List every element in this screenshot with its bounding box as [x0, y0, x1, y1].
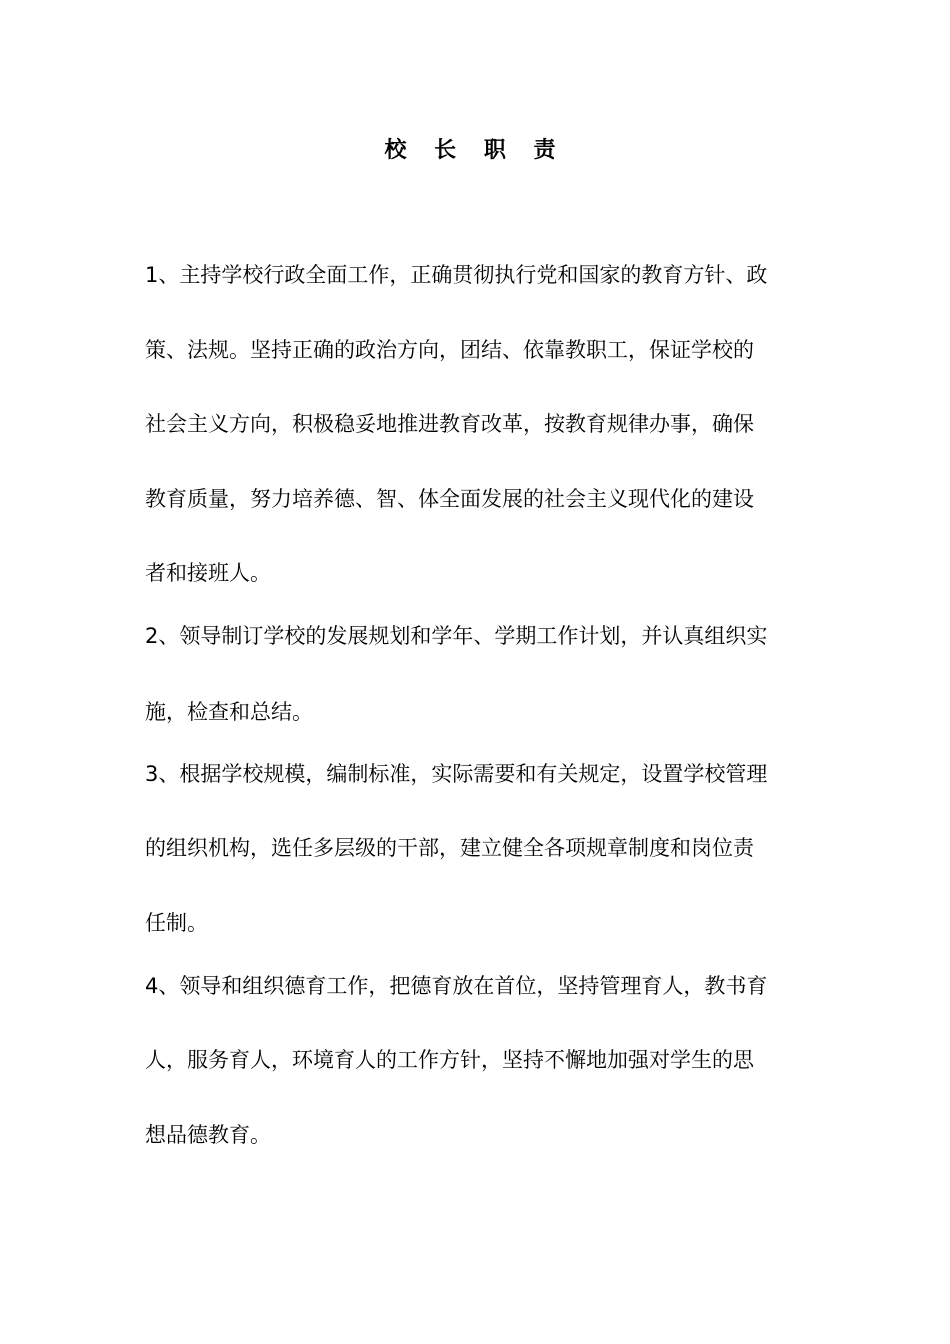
body-line: 2、领导制订学校的发展规划和学年、学期工作计划，并认真组织实	[145, 624, 768, 648]
body-line: 人，服务育人，环境育人的工作方针，坚持不懈地加强对学生的思	[145, 1048, 754, 1072]
body-line: 社会主义方向，积极稳妥地推进教育改革，按教育规律办事，确保	[145, 412, 754, 436]
body-line: 想品德教育。	[145, 1123, 271, 1147]
body-line: 1、主持学校行政全面工作，正确贯彻执行党和国家的教育方针、政	[145, 263, 768, 287]
body-line: 者和接班人。	[145, 561, 271, 585]
body-line: 施，检查和总结。	[145, 700, 313, 724]
body-line: 教育质量，努力培养德、智、体全面发展的社会主义现代化的建设	[145, 487, 754, 511]
body-line: 4、领导和组织德育工作，把德育放在首位，坚持管理育人，教书育	[145, 974, 768, 998]
body-line: 策、法规。坚持正确的政治方向，团结、依靠教职工，保证学校的	[145, 338, 754, 362]
body-line: 任制。	[145, 911, 208, 935]
body-line: 3、根据学校规模，编制标准，实际需要和有关规定，设置学校管理	[145, 762, 768, 786]
document-title: 校 长 职 责	[384, 138, 566, 163]
body-line: 的组织机构，选任多层级的干部，建立健全各项规章制度和岗位责	[145, 836, 754, 860]
